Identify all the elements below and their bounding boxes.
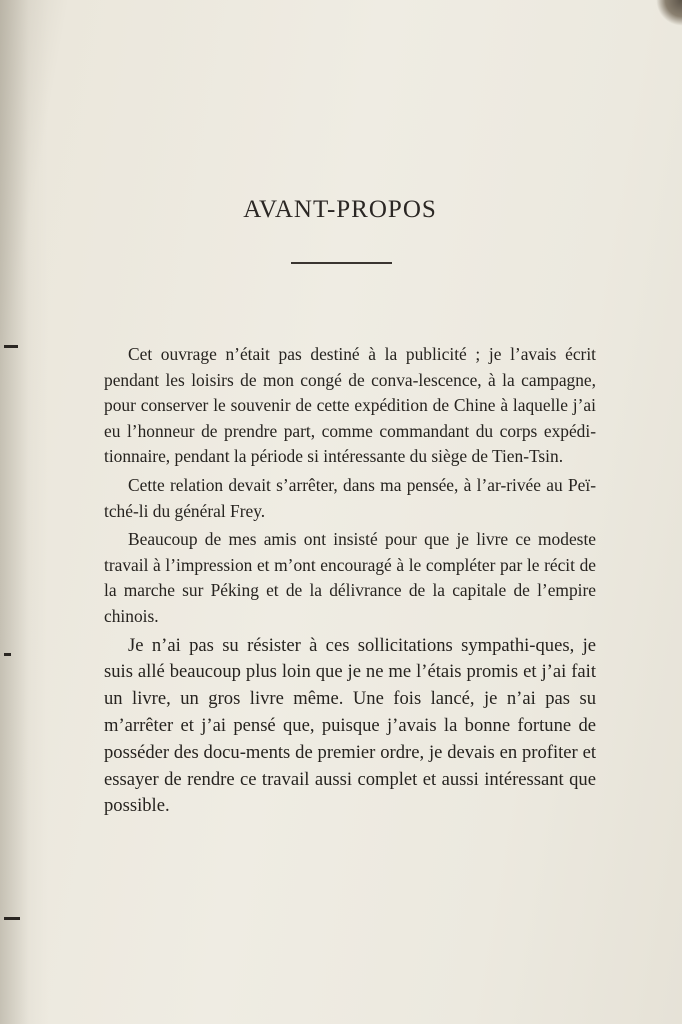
margin-mark	[4, 345, 18, 348]
page-gutter-shadow	[0, 0, 48, 1024]
margin-mark	[4, 653, 11, 656]
paragraph: Cette relation devait s’arrêter, dans ma pensée, à l’ar-rivée au Peï-tché-li du général Frey.	[104, 474, 596, 521]
body-text	[104, 342, 596, 823]
page-title: AVANT-PROPOS	[243, 196, 437, 223]
title-rule	[291, 262, 392, 264]
corner-stain	[656, 0, 682, 26]
paragraph: Je n’ai pas su résister à ces sollicitations sympathi-ques, je suis allé beaucoup plus loin que je ne me l’étais promis et j’ai fait un livre, un gros livre même. Une fois lancé, je n’ai pas su m’arrêter et j’ai pensé que, puisque j’avais la bonne fortune de posséder des docu-ments de premier ordre, je devais en profiter et essayer de rendre ce travail aussi complet et aussi intéressant que possible.	[104, 634, 596, 817]
paragraph: Cet ouvrage n’était pas destiné à la publicité ; je l’avais écrit pendant les loisirs de mon congé de conva-lescence, à la campagne, pour conserver le souvenir de cette expédition de Chine à laquelle j’ai eu l’honneur de prendre part, comme commandant du corps expédi-tionnaire, pendant la période si intéressante du siège de Tien-Tsin.	[104, 344, 596, 467]
paragraph: Beaucoup de mes amis ont insisté pour que je livre ce modeste travail à l’impression et m’ont encouragé à le compléter par le récit de la marche sur Péking et de la délivrance de la capitale de l’empire chinois.	[104, 529, 596, 626]
margin-mark	[4, 917, 20, 920]
